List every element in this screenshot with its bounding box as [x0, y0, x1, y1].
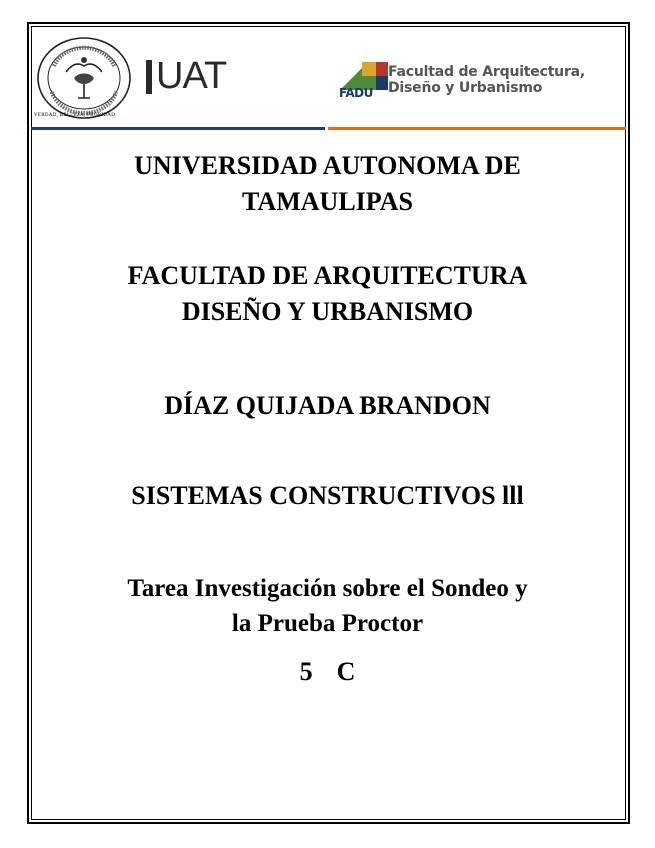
course-name: SISTEMAS CONSTRUCTIVOS lll [131, 481, 524, 510]
task-line1: Tarea Investigación sobre el Sondeo y [127, 575, 528, 602]
header-rule-blue [31, 127, 325, 130]
fadu-name [388, 64, 628, 96]
faculty-line1: FACULTAD DE ARQUITECTURA [127, 261, 528, 290]
semester: 5 [299, 657, 313, 686]
group-info [40, 655, 615, 689]
university-line2: TAMAULIPAS [242, 187, 413, 216]
uat-wordmark [146, 55, 236, 97]
faculty-name [40, 258, 615, 330]
university-name [40, 148, 615, 220]
uat-seal-logo [34, 36, 134, 122]
task-line2: la Prueba Proctor [231, 610, 424, 637]
seal-motto: VERDAD, BELLEZA, PROBIDAD [34, 113, 116, 118]
header-rule-orange [328, 127, 626, 130]
task-title [40, 571, 615, 641]
section: C [336, 657, 356, 686]
student-name: DÍAZ QUIJADA BRANDON [164, 391, 491, 420]
university-line1: UNIVERSIDAD AUTONOMA DE [134, 151, 521, 180]
fadu-name-line1: Facultad de Arquitectura, [388, 64, 586, 80]
fadu-name-line2: Diseño y Urbanismo [388, 80, 543, 96]
fadu-abbreviation: FADU [339, 86, 373, 100]
uat-bar-icon [146, 60, 152, 94]
faculty-line2: DISEÑO Y URBANISMO [181, 297, 474, 326]
uat-logo-text: UAT [156, 55, 227, 97]
